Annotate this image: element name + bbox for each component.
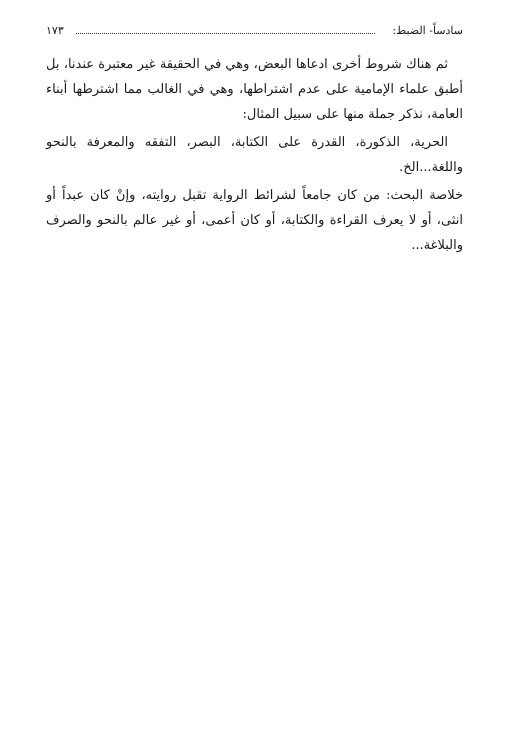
running-header	[46, 22, 463, 40]
body-text	[46, 52, 463, 261]
paragraph-summary: خلاصة البحث: من كان جامعاً لشرائط الرواية تقبل روايته، وإنْ كان عبداً أو انثى، أو لا يعرف القراءة والكتابة، أو كان أعمى، أو غير عالم بالنحو والصرف والبلاغة...	[46, 188, 463, 253]
leader-dots	[76, 27, 375, 34]
section-title: سادساً- الضبط:	[390, 22, 463, 40]
paragraph-conditions: ثم هناك شروط أخرى ادعاها البعض، وهي في الحقيقة غير معتبرة عندنا، بل أطبق علماء الإمامية على عدم اشتراطها، وهي في الغالب مما اشترطها أبناء العامة، نذكر جملة منها على سبيل المثال:	[46, 57, 463, 122]
page-number: ١٧٣	[46, 22, 66, 40]
paragraph-examples: الحرية، الذكورة، القدرة على الكتابة، البصر، التفقه والمعرفة بالنحو واللغة...الخ.	[46, 135, 463, 175]
